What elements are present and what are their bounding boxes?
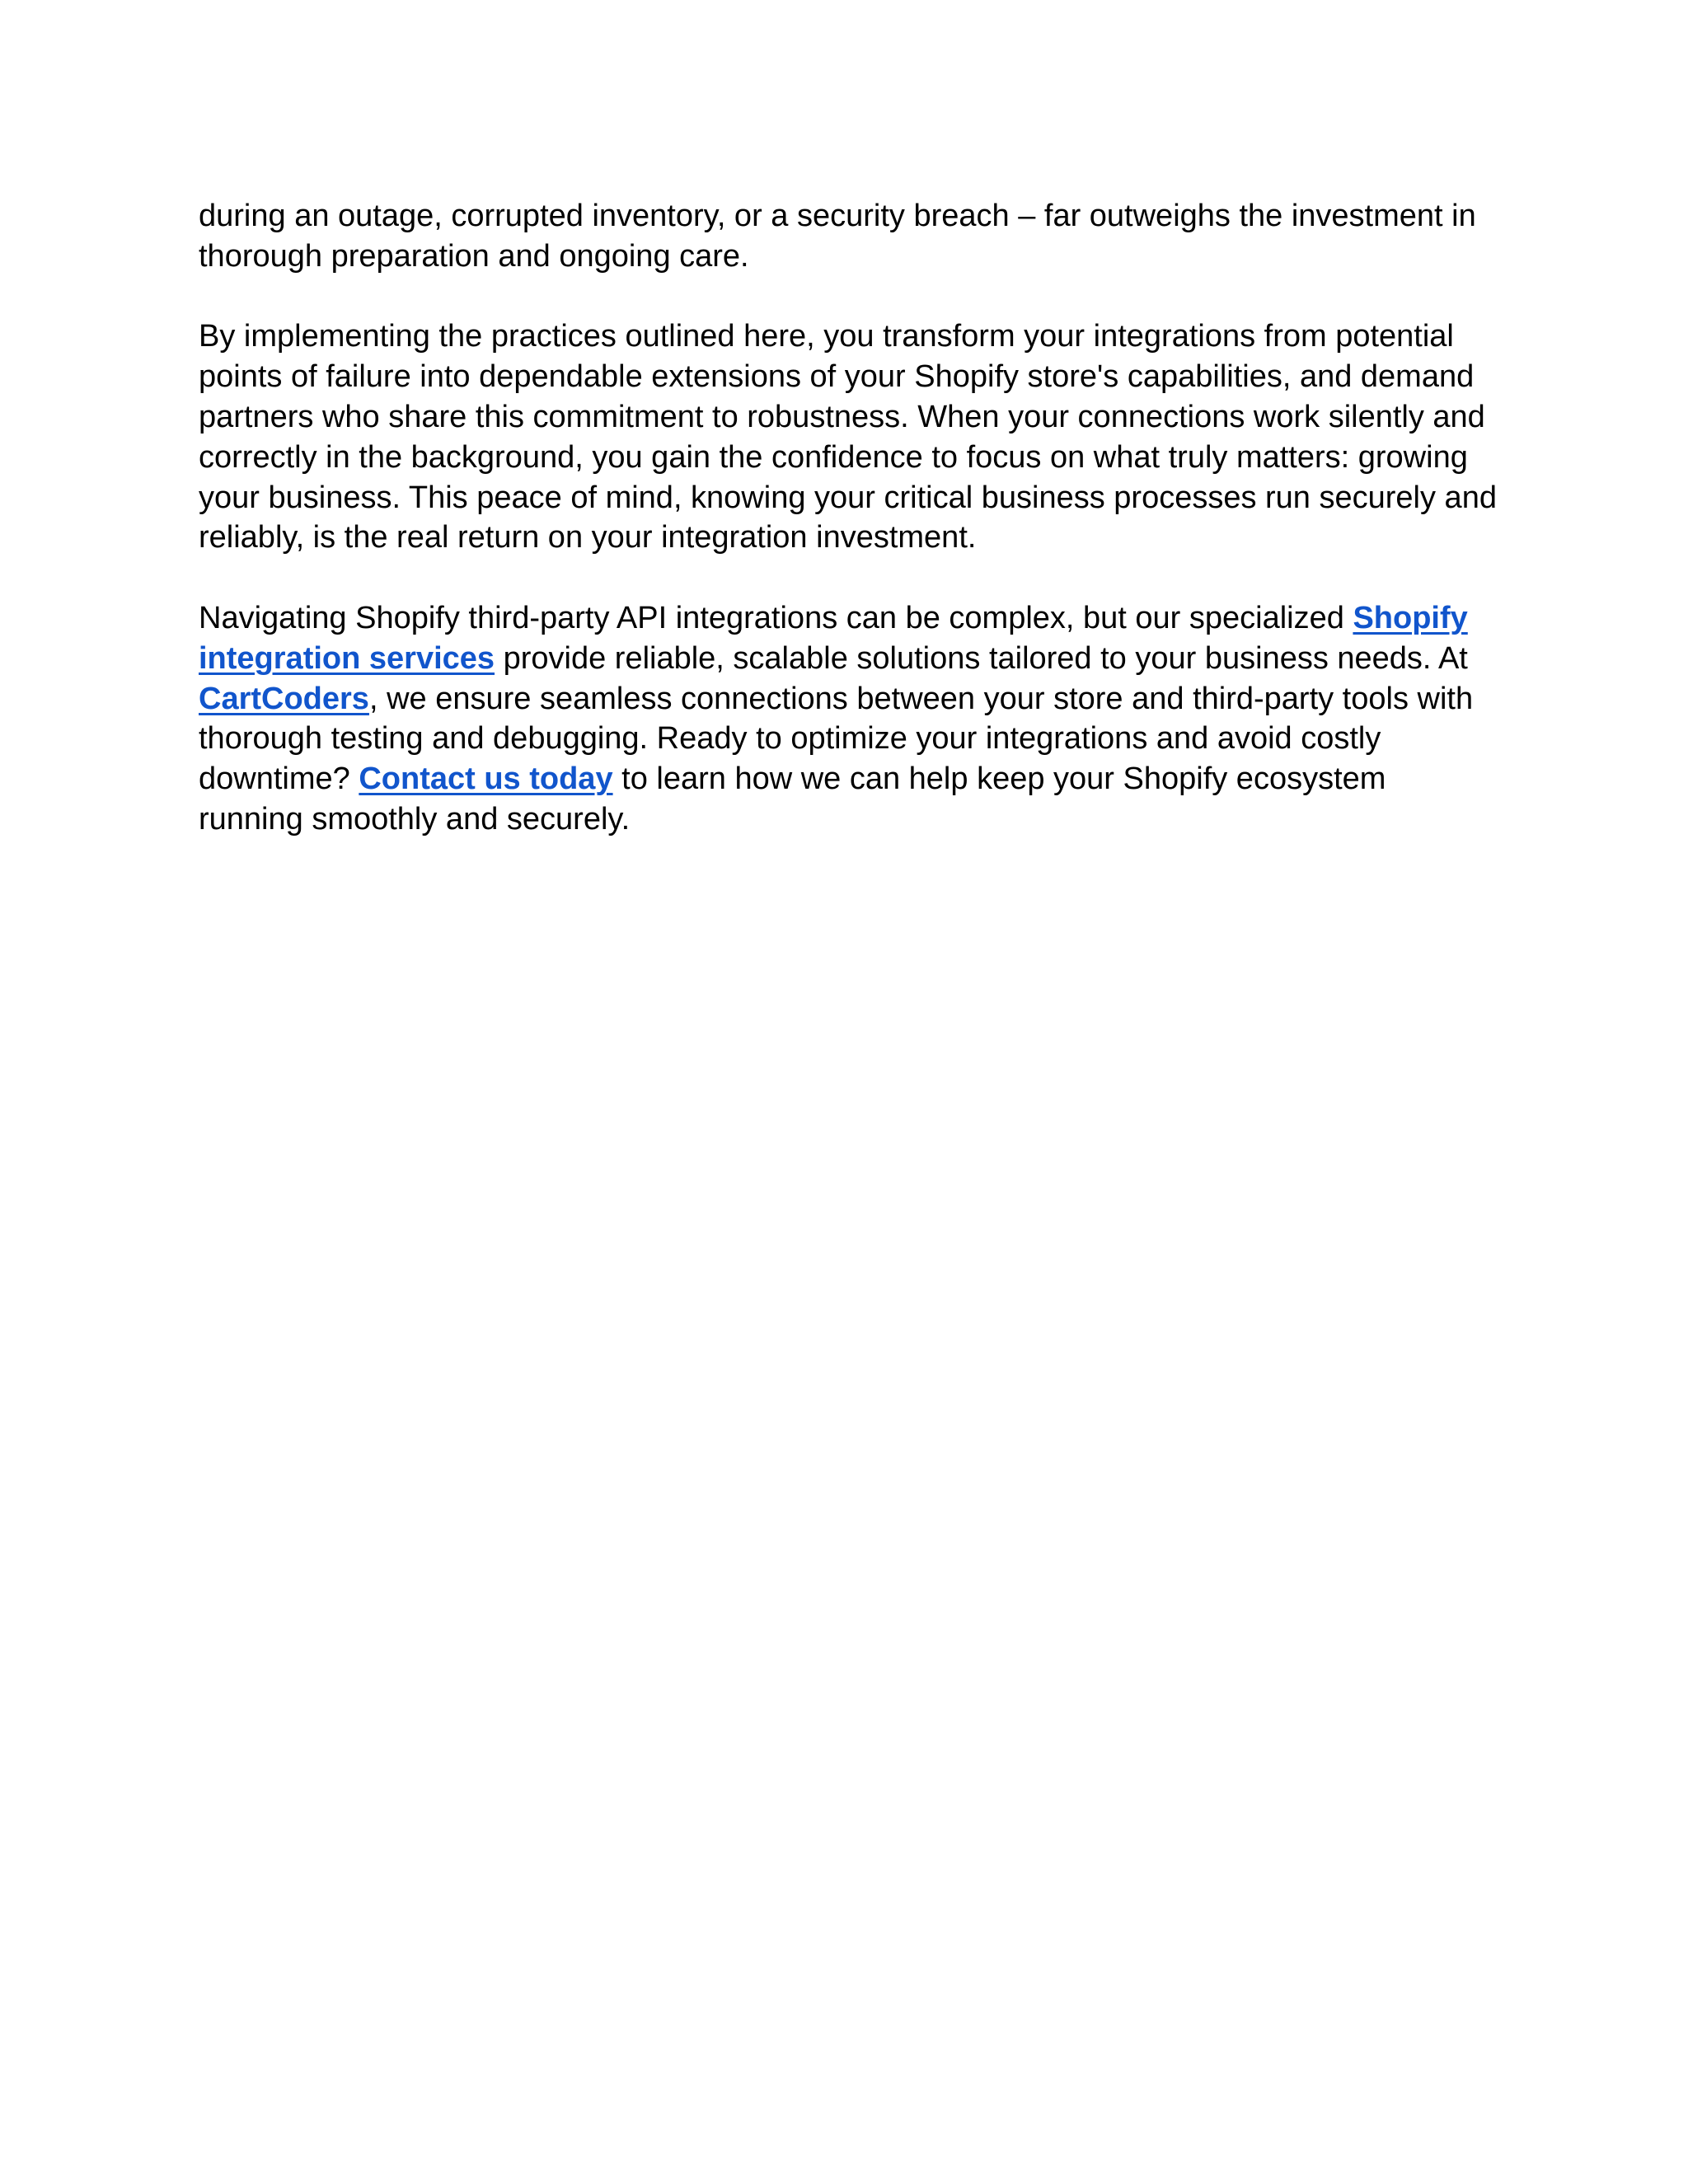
paragraph-2-text: By implementing the practices outlined here, you transform your integrations from potential points of failure into dependable extensions of your Shopify store's capabilities, and demand partners who share this commitment to robustness. When your connections work silently and correctly in the background, you gain the confidence to focus on what truly matters: growing your business. This peace of mind, knowing your critical business processes run securely and reliably, is the real return on your integration investment. [199, 319, 1497, 555]
paragraph-3-text-middle: provide reliable, scalable solutions tailored to your business needs. At [495, 640, 1468, 676]
paragraph-3-text-cta: , we ensure seamless connections between your store and third-party tools with thorough testing and debugging. Ready to optimize your integrations and avoid costly downtime? [199, 681, 1474, 797]
cartcoders-link[interactable]: CartCoders [199, 681, 369, 716]
contact-us-today-link[interactable]: Contact us today [359, 762, 613, 797]
shopify-integration-services-link[interactable]: Shopify integration services [199, 600, 1468, 676]
paragraph-1 [199, 196, 1497, 277]
paragraph-3-text-end: to learn how we can help keep your Shopify ecosystem running smoothly and securely. [199, 762, 1386, 837]
paragraph-2 [199, 316, 1497, 558]
paragraph-3 [199, 598, 1497, 840]
paragraph-3-text-intro: Navigating Shopify third-party API integrations can be complex, but our specialized [199, 600, 1353, 635]
paragraph-1-text: during an outage, corrupted inventory, or a security breach – far outweighs the investment in thorough preparation and ongoing care. [199, 199, 1476, 274]
document-body [199, 196, 1497, 880]
